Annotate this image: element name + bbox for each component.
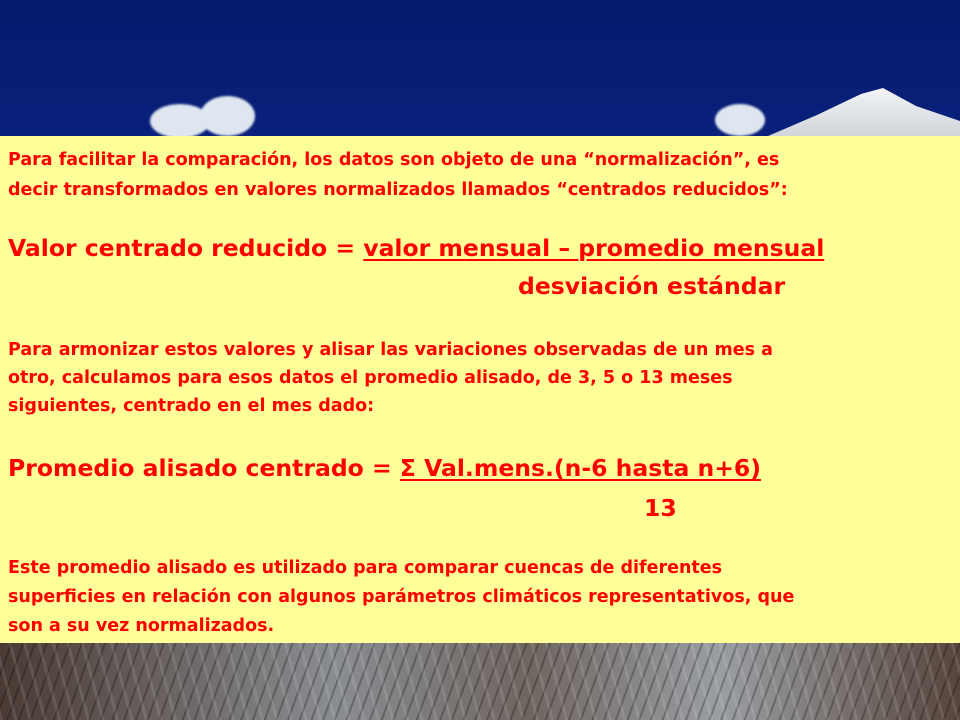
intro-line-1: Para facilitar la comparación, los datos son objeto de una “normalización”, es (8, 150, 780, 170)
mountain-base (0, 640, 960, 720)
para3-line-1: Este promedio alisado es utilizado para comparar cuencas de diferentes (8, 558, 723, 578)
formula-2-lhs: Promedio alisado centrado = (8, 454, 400, 482)
cloud-right (715, 104, 765, 136)
formula-2-numerator: Σ Val.mens.(n-6 hasta n+6) (399, 454, 762, 482)
para3-line-2: superficies en relación con algunos parámetros climáticos representativos, que (8, 587, 795, 607)
para2-line-3: siguientes, centrado en el mes dado: (8, 396, 375, 416)
intro-line-2: decir transformados en valores normalizados llamados “centrados reducidos”: (8, 180, 788, 200)
cloud-left-2 (200, 96, 255, 136)
formula-1-denominator: desviación estándar (518, 272, 786, 300)
para2-line-1: Para armonizar estos valores y alisar las variaciones observadas de un mes a (8, 340, 773, 360)
formula-2 (8, 452, 761, 484)
para3-line-3: son a su vez normalizados. (8, 616, 275, 636)
text-panel (0, 136, 960, 643)
formula-1-numerator: valor mensual – promedio mensual (363, 234, 825, 262)
formula-1 (8, 232, 824, 264)
formula-2-denominator: 13 (644, 494, 677, 522)
formula-1-lhs: Valor centrado reducido = (8, 234, 364, 262)
para2-line-2: otro, calculamos para esos datos el promedio alisado, de 3, 5 o 13 meses (8, 368, 733, 388)
